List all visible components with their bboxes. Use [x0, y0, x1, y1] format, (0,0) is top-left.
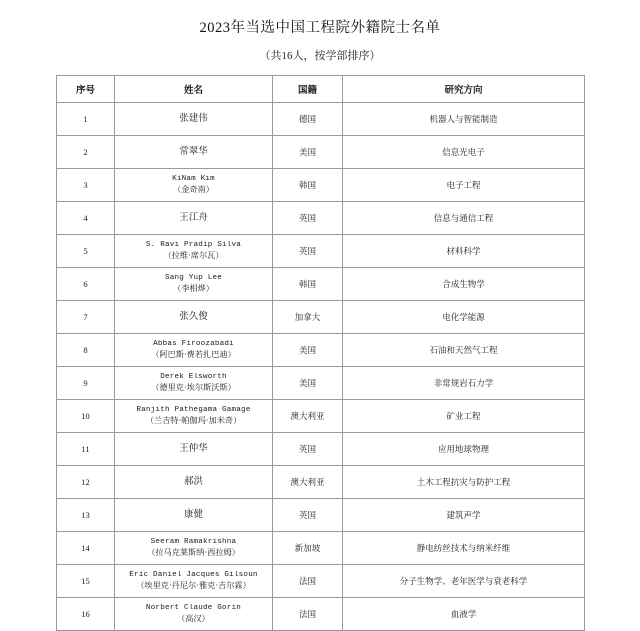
cell-field: 分子生物学、老年医学与衰老科学	[343, 565, 585, 598]
name-chinese: 王仲华	[179, 443, 208, 454]
cell-no: 9	[57, 367, 115, 400]
cell-field: 矿业工程	[343, 400, 585, 433]
cell-name	[115, 466, 273, 499]
column-header-country: 国籍	[273, 76, 343, 103]
name-chinese: 常翠华	[179, 146, 208, 157]
cell-no: 15	[57, 565, 115, 598]
cell-country: 韩国	[273, 268, 343, 301]
cell-field: 应用地球物理	[343, 433, 585, 466]
cell-no: 7	[57, 301, 115, 334]
cell-no: 16	[57, 598, 115, 631]
column-header-field: 研究方向	[343, 76, 585, 103]
cell-no: 4	[57, 202, 115, 235]
cell-field: 信息光电子	[343, 136, 585, 169]
cell-name	[115, 301, 273, 334]
name-english: Seeram Ramakrishna	[150, 538, 237, 547]
cell-no: 10	[57, 400, 115, 433]
table-row	[57, 136, 585, 169]
cell-no: 12	[57, 466, 115, 499]
cell-field: 电化学能源	[343, 301, 585, 334]
cell-no: 2	[57, 136, 115, 169]
table-row	[57, 466, 585, 499]
cell-name	[115, 598, 273, 631]
cell-country: 美国	[273, 367, 343, 400]
table-row	[57, 268, 585, 301]
cell-field: 建筑声学	[343, 499, 585, 532]
table-row	[57, 235, 585, 268]
table-row	[57, 400, 585, 433]
cell-name	[115, 565, 273, 598]
table-row	[57, 169, 585, 202]
cell-country: 英国	[273, 202, 343, 235]
cell-field: 电子工程	[343, 169, 585, 202]
name-chinese: （阿巴斯·费若扎巴迪）	[151, 349, 236, 359]
cell-country: 英国	[273, 499, 343, 532]
cell-name	[115, 334, 273, 367]
cell-name	[115, 268, 273, 301]
name-english: Derek Elsworth	[160, 373, 227, 382]
cell-name	[115, 400, 273, 433]
table-row	[57, 565, 585, 598]
cell-country: 美国	[273, 136, 343, 169]
name-english: Sang Yup Lee	[164, 274, 223, 283]
cell-name	[115, 103, 273, 136]
column-header-name: 姓名	[115, 76, 273, 103]
cell-no: 14	[57, 532, 115, 565]
cell-no: 11	[57, 433, 115, 466]
cell-no: 6	[57, 268, 115, 301]
name-chinese: （拉维·席尔瓦）	[163, 250, 224, 260]
cell-field: 机器人与智能制造	[343, 103, 585, 136]
cell-country: 澳大利亚	[273, 400, 343, 433]
name-chinese: （高汉）	[177, 613, 210, 623]
cell-name	[115, 532, 273, 565]
name-chinese: 张久俊	[179, 311, 208, 322]
cell-field: 石油和天然气工程	[343, 334, 585, 367]
name-chinese: 张建伟	[179, 113, 208, 124]
name-english: Abbas Firoozabadi	[153, 340, 234, 349]
name-english: Eric Daniel Jacques Gilsoun	[129, 571, 258, 580]
cell-country: 新加坡	[273, 532, 343, 565]
cell-name	[115, 169, 273, 202]
name-chinese: （德里克·埃尔斯沃斯）	[151, 382, 236, 392]
cell-country: 韩国	[273, 169, 343, 202]
table-body	[57, 103, 585, 631]
cell-field: 静电纺丝技术与纳米纤维	[343, 532, 585, 565]
cell-field: 土木工程抗灾与防护工程	[343, 466, 585, 499]
cell-no: 13	[57, 499, 115, 532]
table-row	[57, 598, 585, 631]
cell-country: 法国	[273, 598, 343, 631]
name-chinese: （兰吉特·帕伽玛·加米奇）	[145, 415, 242, 425]
cell-name	[115, 235, 273, 268]
cell-field: 信息与通信工程	[343, 202, 585, 235]
academicians-table	[56, 75, 585, 631]
page-title: 2023年当选中国工程院外籍院士名单	[199, 20, 441, 36]
cell-country: 英国	[273, 235, 343, 268]
name-chinese: （埃里克·丹尼尔·雅克·吉尔霖）	[136, 580, 251, 590]
name-chinese: （金奇南）	[173, 184, 214, 194]
name-english: Norbert Claude Gorin	[145, 604, 242, 613]
table-row	[57, 532, 585, 565]
cell-country: 德国	[273, 103, 343, 136]
cell-field: 合成生物学	[343, 268, 585, 301]
name-chinese: 王江舟	[179, 212, 208, 223]
name-chinese: 郝洪	[183, 476, 203, 487]
table-row	[57, 103, 585, 136]
cell-no: 3	[57, 169, 115, 202]
cell-field: 非常规岩石力学	[343, 367, 585, 400]
table-row	[57, 433, 585, 466]
table-row	[57, 367, 585, 400]
cell-country: 英国	[273, 433, 343, 466]
name-english: KiNam Kim	[172, 175, 215, 184]
table-row	[57, 334, 585, 367]
cell-name	[115, 136, 273, 169]
cell-name	[115, 499, 273, 532]
cell-field: 材料科学	[343, 235, 585, 268]
table-header	[57, 76, 585, 103]
cell-country: 法国	[273, 565, 343, 598]
cell-name	[115, 202, 273, 235]
table-row	[57, 202, 585, 235]
name-chinese: （李相烨）	[173, 283, 214, 293]
table-row	[57, 499, 585, 532]
cell-country: 美国	[273, 334, 343, 367]
cell-no: 8	[57, 334, 115, 367]
name-chinese: 康健	[183, 509, 203, 520]
cell-no: 1	[57, 103, 115, 136]
name-chinese: （拉马克莱斯纳·西拉姆）	[147, 547, 240, 557]
name-english: Ranjith Pathegama Gamage	[136, 406, 251, 415]
column-header-no: 序号	[57, 76, 115, 103]
cell-country: 加拿大	[273, 301, 343, 334]
table-row	[57, 301, 585, 334]
cell-name	[115, 367, 273, 400]
cell-country: 澳大利亚	[273, 466, 343, 499]
page-subtitle: （共16人，按学部排序）	[259, 50, 381, 62]
name-english: S. Ravi Pradip Silva	[145, 241, 242, 250]
cell-field: 血液学	[343, 598, 585, 631]
cell-no: 5	[57, 235, 115, 268]
table-header-row	[57, 76, 585, 103]
cell-name	[115, 433, 273, 466]
